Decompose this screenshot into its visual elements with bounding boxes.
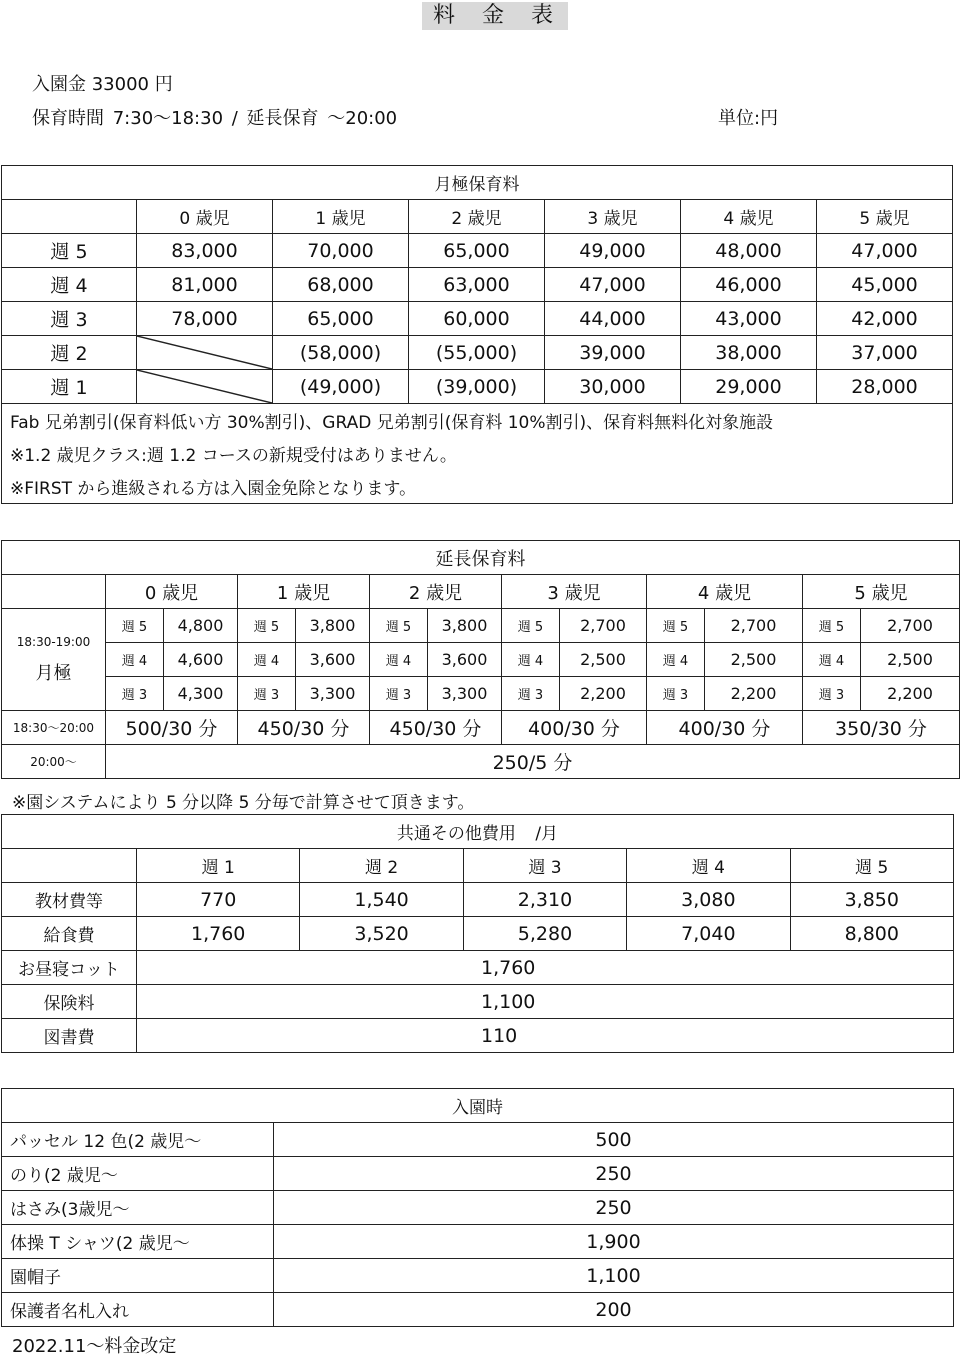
fee-cell: 3,600 <box>428 643 502 677</box>
week-header: 週 2 <box>300 849 463 883</box>
age-header: 2 歳児 <box>370 575 502 609</box>
table-row <box>2 1293 954 1327</box>
corner-cell <box>2 200 137 234</box>
week-label: 週 3 <box>238 677 296 711</box>
age-header: 4 歳児 <box>647 575 803 609</box>
week-label: 週 3 <box>647 677 705 711</box>
monthly-fee-table <box>1 165 953 504</box>
rate-cell: 500/30 分 <box>106 711 238 745</box>
table-row <box>2 1191 954 1225</box>
age-header: 1 歳児 <box>273 200 409 234</box>
fee-cell: 45,000 <box>817 268 953 302</box>
week-label: 週 3 <box>803 677 861 711</box>
age-header: 2 歳児 <box>409 200 545 234</box>
fee-cell: 47,000 <box>817 234 953 268</box>
week-header: 週 3 <box>463 849 626 883</box>
fee-cell: 250 <box>274 1157 954 1191</box>
table-row <box>2 745 960 779</box>
row-label: 保険料 <box>2 985 137 1019</box>
fee-cell: 39,000 <box>545 336 681 370</box>
row-label: 保護者名札入れ <box>2 1293 274 1327</box>
admission-fee: 入園金 33000 円 <box>32 74 173 95</box>
age-header: 3 歳児 <box>502 575 647 609</box>
table-row <box>2 643 960 677</box>
fee-cell: 3,800 <box>428 609 502 643</box>
week-label: 週 4 <box>238 643 296 677</box>
age-header: 1 歳児 <box>238 575 370 609</box>
unit-text: 単位:円 <box>718 108 779 129</box>
extension-fee-table <box>1 540 960 779</box>
week-label: 週 4 <box>370 643 428 677</box>
fee-cell: 3,080 <box>627 883 790 917</box>
row-label: 図書費 <box>2 1019 137 1053</box>
rate-cell: 400/30 分 <box>647 711 803 745</box>
common-caption: 共通その他費用 /月 <box>2 815 954 849</box>
fee-cell: (49,000) <box>273 370 409 404</box>
age-header: 0 歳児 <box>106 575 238 609</box>
week-label: 週 4 <box>502 643 560 677</box>
entry-fee-table <box>1 1088 954 1327</box>
table-row <box>2 609 960 643</box>
fee-cell: 30,000 <box>545 370 681 404</box>
fee-cell: 3,850 <box>790 883 953 917</box>
entry-caption: 入園時 <box>2 1089 954 1123</box>
revision-note: 2022.11〜料金改定 <box>12 1336 177 1357</box>
extension-caption: 延長保育料 <box>2 541 960 575</box>
week-label: 週 3 <box>502 677 560 711</box>
age-header: 5 歳児 <box>803 575 960 609</box>
fee-cell: (39,000) <box>409 370 545 404</box>
fee-cell: 2,200 <box>705 677 803 711</box>
note-text: ※1.2 歳児クラス:週 1.2 コースの新規受付はありません。 <box>2 437 953 470</box>
table-row <box>2 1259 954 1293</box>
fee-cell: 200 <box>274 1293 954 1327</box>
table-row <box>2 234 953 268</box>
week-label: 週 5 <box>803 609 861 643</box>
fee-cell: 3,800 <box>296 609 370 643</box>
week-label: 週 3 <box>370 677 428 711</box>
fee-cell: 37,000 <box>817 336 953 370</box>
fee-cell: 2,500 <box>861 643 960 677</box>
fee-cell: 500 <box>274 1123 954 1157</box>
not-available-cell <box>137 336 273 370</box>
table-row <box>2 883 954 917</box>
extension-note: ※園システムにより 5 分以降 5 分毎で計算させて頂きます。 <box>12 793 475 813</box>
row-label: 体操 T シャツ(2 歳児〜 <box>2 1225 274 1259</box>
age-header: 5 歳児 <box>817 200 953 234</box>
row-label: 週 1 <box>2 370 137 404</box>
fee-cell: 29,000 <box>681 370 817 404</box>
fee-cell: 5,280 <box>463 917 626 951</box>
row-label: お昼寝コット <box>2 951 137 985</box>
fee-cell: 1,540 <box>300 883 463 917</box>
time-slot-2: 18:30〜20:00 <box>2 711 106 745</box>
fee-cell: (58,000) <box>273 336 409 370</box>
fee-cell: 48,000 <box>681 234 817 268</box>
week-label: 週 4 <box>803 643 861 677</box>
table-row <box>2 985 954 1019</box>
table-row <box>2 1157 954 1191</box>
table-row <box>2 917 954 951</box>
table-row <box>2 370 953 404</box>
fee-cell: 2,700 <box>705 609 803 643</box>
fee-cell: 63,000 <box>409 268 545 302</box>
rate-cell: 250/5 分 <box>106 745 960 779</box>
not-available-cell <box>137 370 273 404</box>
age-header: 3 歳児 <box>545 200 681 234</box>
week-label: 週 4 <box>106 643 164 677</box>
fee-cell: 3,520 <box>300 917 463 951</box>
row-label: 週 5 <box>2 234 137 268</box>
week-label: 週 5 <box>238 609 296 643</box>
hours-text: 保育時間 7:30〜18:30 / 延長保育 〜20:00 <box>32 108 398 129</box>
note-text: ※FIRST から進級される方は入園金免除となります。 <box>2 470 953 504</box>
fee-cell: 83,000 <box>137 234 273 268</box>
fee-cell: 2,200 <box>861 677 960 711</box>
fee-cell: 3,300 <box>296 677 370 711</box>
fee-cell: 28,000 <box>817 370 953 404</box>
fee-cell: 70,000 <box>273 234 409 268</box>
fee-cell: 2,310 <box>463 883 626 917</box>
fee-cell: 78,000 <box>137 302 273 336</box>
rate-cell: 400/30 分 <box>502 711 647 745</box>
fee-cell: 2,200 <box>560 677 647 711</box>
week-header: 週 1 <box>137 849 300 883</box>
fee-cell: (55,000) <box>409 336 545 370</box>
week-label: 週 4 <box>647 643 705 677</box>
table-row <box>2 1225 954 1259</box>
week-header: 週 5 <box>790 849 953 883</box>
table-row <box>2 336 953 370</box>
fee-cell: 1,760 <box>137 917 300 951</box>
fee-cell: 110 <box>137 1019 954 1053</box>
fee-cell: 46,000 <box>681 268 817 302</box>
fee-cell: 49,000 <box>545 234 681 268</box>
fee-cell: 770 <box>137 883 300 917</box>
note-text: Fab 兄弟割引(保育料低い方 30%割引)、GRAD 兄弟割引(保育料 10%割引)、保育料無料化対象施設 <box>2 404 953 438</box>
monthly-caption: 月極保育料 <box>2 166 953 200</box>
row-label: のり(2 歳児〜 <box>2 1157 274 1191</box>
page-title: 料 金 表 <box>422 2 568 30</box>
monthly-label: 月極 <box>35 662 72 684</box>
common-fee-table <box>1 814 954 1053</box>
fee-cell: 47,000 <box>545 268 681 302</box>
fee-cell: 1,100 <box>137 985 954 1019</box>
fee-cell: 3,600 <box>296 643 370 677</box>
row-label: 教材費等 <box>2 883 137 917</box>
fee-cell: 1,900 <box>274 1225 954 1259</box>
age-header: 4 歳児 <box>681 200 817 234</box>
fee-cell: 250 <box>274 1191 954 1225</box>
fee-cell: 1,100 <box>274 1259 954 1293</box>
corner-cell <box>2 575 106 609</box>
table-row <box>2 302 953 336</box>
week-header: 週 4 <box>627 849 790 883</box>
row-label: 給食費 <box>2 917 137 951</box>
fee-cell: 2,500 <box>705 643 803 677</box>
rate-cell: 450/30 分 <box>370 711 502 745</box>
week-label: 週 3 <box>106 677 164 711</box>
row-label: 週 3 <box>2 302 137 336</box>
fee-cell: 2,500 <box>560 643 647 677</box>
fee-cell: 4,800 <box>164 609 238 643</box>
fee-cell: 42,000 <box>817 302 953 336</box>
fee-cell: 8,800 <box>790 917 953 951</box>
corner-cell <box>2 849 137 883</box>
rate-cell: 450/30 分 <box>238 711 370 745</box>
table-row <box>2 268 953 302</box>
fee-cell: 4,300 <box>164 677 238 711</box>
week-label: 週 5 <box>647 609 705 643</box>
table-row <box>2 711 960 745</box>
fee-cell: 2,700 <box>861 609 960 643</box>
fee-cell: 44,000 <box>545 302 681 336</box>
fee-cell: 43,000 <box>681 302 817 336</box>
fee-cell: 38,000 <box>681 336 817 370</box>
fee-cell: 65,000 <box>273 302 409 336</box>
table-row <box>2 677 960 711</box>
fee-cell: 4,600 <box>164 643 238 677</box>
time-slot-3: 20:00〜 <box>2 745 106 779</box>
week-label: 週 5 <box>106 609 164 643</box>
rate-cell: 350/30 分 <box>803 711 960 745</box>
time-slot-label <box>2 609 106 711</box>
week-label: 週 5 <box>370 609 428 643</box>
table-row <box>2 951 954 985</box>
fee-cell: 81,000 <box>137 268 273 302</box>
fee-cell: 2,700 <box>560 609 647 643</box>
fee-cell: 60,000 <box>409 302 545 336</box>
row-label: パッセル 12 色(2 歳児〜 <box>2 1123 274 1157</box>
fee-cell: 68,000 <box>273 268 409 302</box>
age-header: 0 歳児 <box>137 200 273 234</box>
fee-cell: 7,040 <box>627 917 790 951</box>
row-label: 園帽子 <box>2 1259 274 1293</box>
week-label: 週 5 <box>502 609 560 643</box>
fee-cell: 65,000 <box>409 234 545 268</box>
fee-cell: 1,760 <box>137 951 954 985</box>
table-row <box>2 1123 954 1157</box>
table-row <box>2 1019 954 1053</box>
fee-cell: 3,300 <box>428 677 502 711</box>
time-slot-1: 18:30-19:00 <box>16 634 91 649</box>
row-label: 週 2 <box>2 336 137 370</box>
row-label: はさみ(3歳児〜 <box>2 1191 274 1225</box>
row-label: 週 4 <box>2 268 137 302</box>
